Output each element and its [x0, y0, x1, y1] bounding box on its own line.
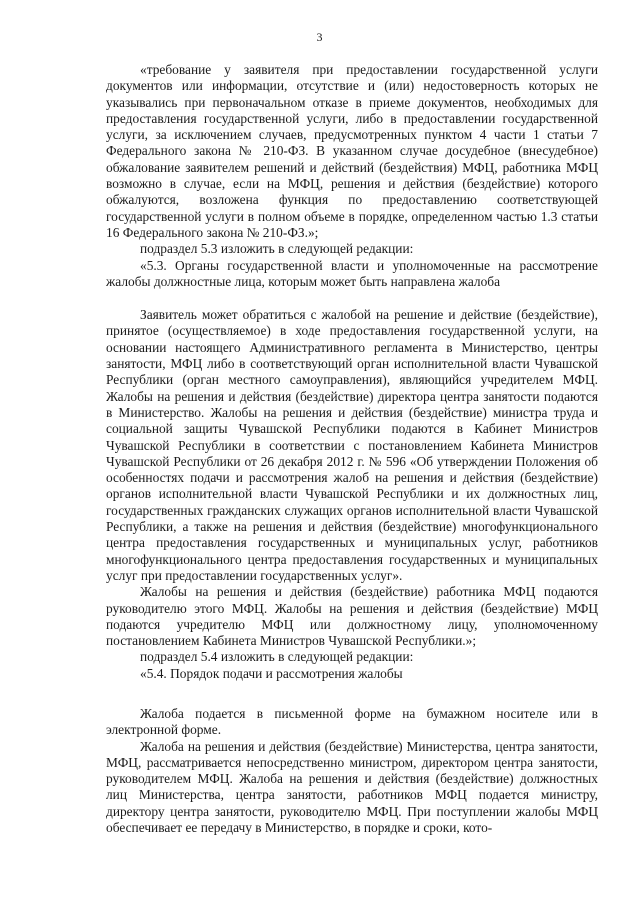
paragraph-complaint-review: Жалоба на решения и действия (бездействие) Министерства, центра занятости, МФЦ, рассматривается непосредственно министром, директором центра занятости, руководителем МФЦ. Жалоба на решения и действия (бездействие) должностных лиц Министерства, центра занятости, работников МФЦ подается министру, директору центра занятости, руководителю МФЦ. При поступлении жалобы МФЦ обеспечивает ее передачу в Министерство, в порядке и сроки, кото-: [106, 738, 598, 836]
paragraph-subsection-5-4-heading: «5.4. Порядок подачи и рассмотрения жалобы: [140, 665, 403, 681]
paragraph-subsection-5-3-heading: «5.3. Органы государственной власти и уполномоченные на рассмотрение жалобы должностные лица, которым может быть направлена жалоба: [106, 257, 598, 289]
paragraph-requirement-clause: «требование у заявителя при предоставлении государственной услуги документов или информации, отсутствие и (или) недостоверность которых не указывались при первоначальном отказе в приеме документов, необходимых для предоставления государственной услуги, либо в предоставлении государственной услуги, за исключением случаев, предусмотренных пунктом 4 части 1 статьи 7 Федерального закона № 210-ФЗ. В указанном случае досудебное (внесудебное) обжалование заявителем решений и действий (бездействия) МФЦ, работника МФЦ возможно в случае, если на МФЦ, решения и действия (бездействие) которого обжалуются, возложена функция по предоставлению соответствующей государственной услуги в полном объеме в порядке, определенном частью 1.3 статьи 16 Федерального закона № 210-ФЗ.»;: [106, 62, 598, 240]
paragraph-mfc-complaints: Жалобы на решения и действия (бездействие) работника МФЦ подаются руководителю этого МФЦ. Жалобы на решения и действия (бездействие) МФЦ подаются учредителю МФЦ или должностному лицу, уполномоченному постановлением Кабинета Министров Чувашской Республики.»;: [106, 584, 598, 649]
paragraph-complaint-form: Жалоба подается в письменной форме на бумажном носителе или в электронной форме.: [106, 705, 598, 738]
paragraph-subsection-5-4-intro: подраздел 5.4 изложить в следующей редакции:: [140, 649, 414, 665]
paragraph-subsection-5-3-intro: подраздел 5.3 изложить в следующей редакции:: [140, 241, 414, 257]
document-body: [106, 62, 598, 836]
page-number: 3: [316, 30, 323, 44]
paragraph-applicant-complaint: Заявитель может обратиться с жалобой на решение и действие (бездействие), принятое (осуществляемое) в ходе предоставления государственной услуги, на основании настоящего Административного регламента в Министерство, центры занятости, МФЦ либо в соответствующий орган исполнительной власти Чувашской Республики (орган местного самоуправления), являющийся учредителем МФЦ. Жалобы на решения и действия (бездействие) директора центра занятости подаются в Министерство. Жалобы на решения и действия (бездействие) министра труда и социальной защиты Чувашской Республики подаются в Кабинет Министров Чувашской Республики в соответствии с постановлением Кабинета Министров Чувашской Республики от 26 декабря 2012 г. № 596 «Об утверждении Положения об особенностях подачи и рассмотрения жалоб на решения и действия (бездействие) органов исполнительной власти Чувашской Республики и их должностных лиц, государственных гражданских служащих органов исполнительной власти Чувашской Республики, а также на решения и действия (бездействие) многофункционального центра предоставления государственных и муниципальных услуг, работников многофункционального центра предоставления государственных и муниципальных услуг при предоставлении государственных услуг».: [106, 307, 598, 583]
